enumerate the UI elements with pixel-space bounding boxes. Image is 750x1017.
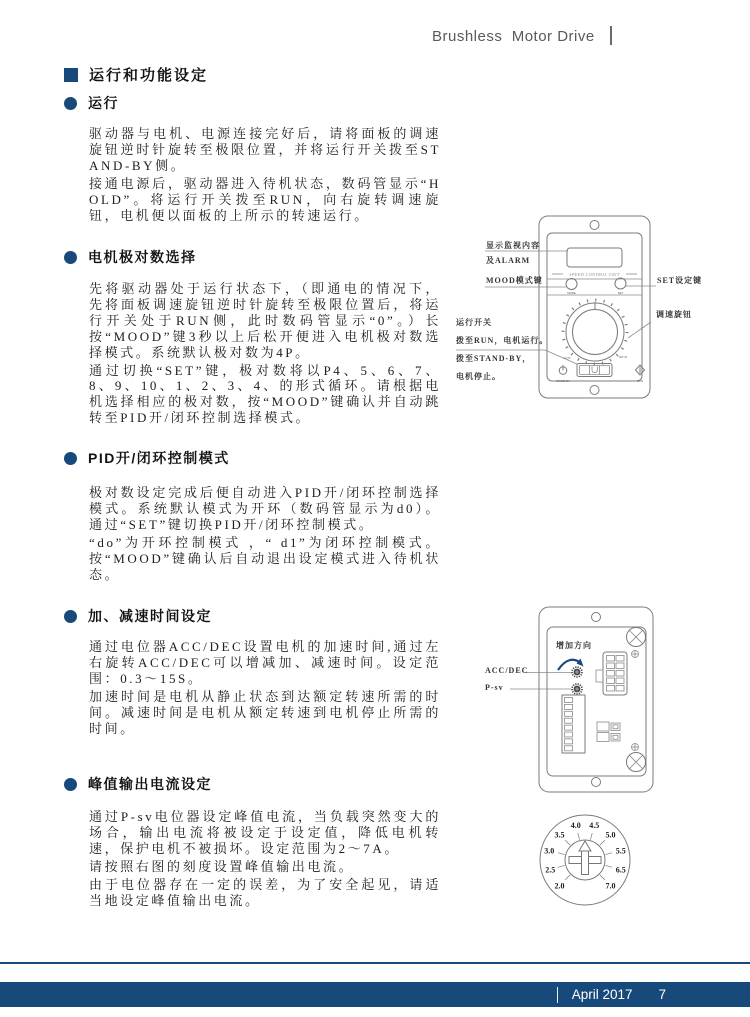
power-connector	[597, 722, 620, 742]
section-title: 峰值输出电流设定	[88, 776, 212, 792]
main-title-text: 运行和功能设定	[89, 67, 209, 84]
circle-bullet-icon	[64, 610, 77, 623]
section-heading-acc-dec-time	[64, 606, 212, 626]
signal-connector	[596, 652, 627, 695]
paragraph: 先将驱动器处于运行状态下，（即通电的情况下，先将面板调速旋钮逆时针旋转至极限位置后，将运行开关处于RUN侧，此时数码管显示“0”。）长按“MOOD”键3秒以上后松开便进入电机极对数选择模式。系统默认极对数为4P。	[89, 281, 441, 360]
screw-icon	[627, 753, 646, 772]
dial-value: 5.5	[615, 846, 626, 856]
footer-divider	[557, 987, 558, 1003]
paragraph: 由于电位器存在一定的误差，为了安全起见，请适当地设定峰值输出电流。	[89, 876, 441, 908]
dial-value: 5.0	[605, 830, 616, 840]
increase-direction-arrow-icon	[558, 659, 584, 671]
dial-value: 4.5	[589, 821, 600, 831]
paragraph: 通过P-sv电位器设定峰值电流，当负载突然变大的场合，输出电流将被设定于设定值，降低电机转速，保护电机不被损坏。设定范围为2～7A。	[89, 809, 441, 856]
header-brand-text: Brushless Motor Drive	[432, 28, 595, 45]
callout-display-alarm: 及ALARM	[486, 256, 531, 265]
section-body-pid-mode	[89, 485, 441, 584]
section-heading-pole-pairs	[64, 247, 197, 267]
set-button-label: SET	[617, 291, 624, 295]
callout-run-switch-4: 电机停止。	[456, 372, 501, 381]
section-body-pole-pairs	[89, 281, 441, 428]
panel-title-text: SPEED CONTROL UNIT	[569, 272, 620, 277]
paragraph: 极对数设定完成后便自动进入PID开/闭环控制选择模式。系统默认模式为开环（数码管显示为d0）。通过“SET”键切换PID开/闭环控制模式。	[89, 485, 441, 532]
paragraph: 接通电源后，驱动器进入待机状态，数码管显示“HOLD”。将运行开关拨至RUN，向右旋转调速旋钮，电机便以面板的上所示的转速运行。	[89, 175, 441, 223]
paragraph: 驱动器与电机、电源连接完好后，请将面板的调速旋钮逆时针旋转至极限位置，并将运行开关拨至STAND-BY侧。	[89, 126, 441, 173]
square-bullet-icon	[64, 68, 78, 82]
dial-value: 2.0	[554, 881, 565, 891]
section-title: 加、减速时间设定	[88, 608, 212, 624]
front-panel-diagram	[440, 188, 750, 438]
callout-display-monitor: 显示监视内容	[486, 241, 540, 250]
knob-low-label: LOW	[563, 356, 571, 360]
ground-mark-icon	[632, 651, 639, 658]
circle-bullet-icon	[64, 778, 77, 791]
knob-high-label: HIGH	[619, 355, 627, 359]
section-title: 电机极对数选择	[88, 249, 197, 265]
run-label: RUN	[637, 380, 643, 383]
circle-bullet-icon	[64, 97, 77, 110]
paragraph: 通过电位器ACC/DEC设置电机的加速时间,通过左右旋转ACC/DEC可以增减加、减速时间。设定范围：0.3～15S。	[89, 639, 441, 686]
terminal-block	[562, 695, 585, 753]
callout-speed-knob: 调速旋钮	[656, 310, 692, 319]
callout-set-key: SET设定键	[657, 276, 703, 285]
ground-mark-icon	[632, 744, 639, 751]
callout-acc-dec: ACC/DEC	[485, 666, 529, 675]
section-body-peak-current	[89, 809, 441, 910]
section-heading-pid-mode	[64, 448, 230, 468]
footer-date: April 2017	[571, 987, 633, 1002]
paragraph: 通过切换“SET”键，极对数将以P4、5、6、7、8、9、10、1、2、3、4、的形式循环。请根据电机选择相应的极对数，按“MOOD”键确认并自动跳转至PID开/闭环控制选择模式。	[89, 362, 441, 426]
peak-current-dial-diagram	[528, 806, 653, 921]
dial-value: 7.0	[605, 881, 616, 891]
paragraph: 加速时间是电机从静止状态到达额定转速所需的时间。减速时间是电机从额定转速到电机停止所需的时间。	[89, 688, 441, 736]
section-heading-peak-current	[64, 774, 212, 794]
dial-value: 3.0	[544, 846, 555, 856]
callout-mood-key: MOOD模式键	[486, 276, 543, 285]
header-brand	[432, 26, 612, 45]
screw-icon	[627, 628, 646, 647]
dial-value: 4.0	[570, 821, 581, 831]
callout-run-switch-3: 拨至STAND-BY，	[456, 354, 532, 363]
callout-p-sv: P-sv	[485, 683, 504, 692]
dial-value: 6.5	[615, 865, 626, 875]
main-title	[64, 64, 208, 85]
run-direction-icon	[636, 365, 645, 375]
mode-button-label: MODE	[567, 291, 576, 295]
callout-run-switch-2: 拨至RUN，电机运行。	[456, 336, 549, 345]
back-panel-diagram	[455, 600, 750, 800]
callout-run-switch-1: 运行开关	[456, 318, 492, 327]
header-divider	[610, 26, 612, 45]
section-body-acc-dec-time	[89, 639, 441, 738]
standby-label: STAND-BY	[556, 380, 570, 383]
section-title: PID开/闭环控制模式	[88, 450, 230, 466]
p-sv-potentiometer-icon	[572, 684, 582, 694]
footer-rule	[0, 962, 750, 964]
dial-value: 2.5	[545, 865, 556, 875]
circle-bullet-icon	[64, 251, 77, 264]
acc-dec-potentiometer-icon	[572, 667, 582, 677]
callout-increase-direction: 增加方向	[556, 641, 592, 650]
paragraph: 请按照右图的刻度设置峰值输出电流。	[89, 858, 355, 874]
section-title: 运行	[88, 95, 119, 111]
circle-bullet-icon	[64, 452, 77, 465]
footer-page-number: 7	[658, 987, 666, 1002]
section-body-run	[89, 126, 441, 225]
dial-pointer-icon	[569, 841, 601, 875]
paragraph: “do”为开环控制模式 ，“ d1”为闭环控制模式。按“MOOD”键确认后自动退出设定模式进入待机状态。	[89, 534, 441, 582]
footer-bar	[0, 982, 750, 1007]
dial-value: 3.5	[554, 830, 565, 840]
section-heading-run	[64, 93, 119, 113]
power-icon	[559, 365, 567, 374]
